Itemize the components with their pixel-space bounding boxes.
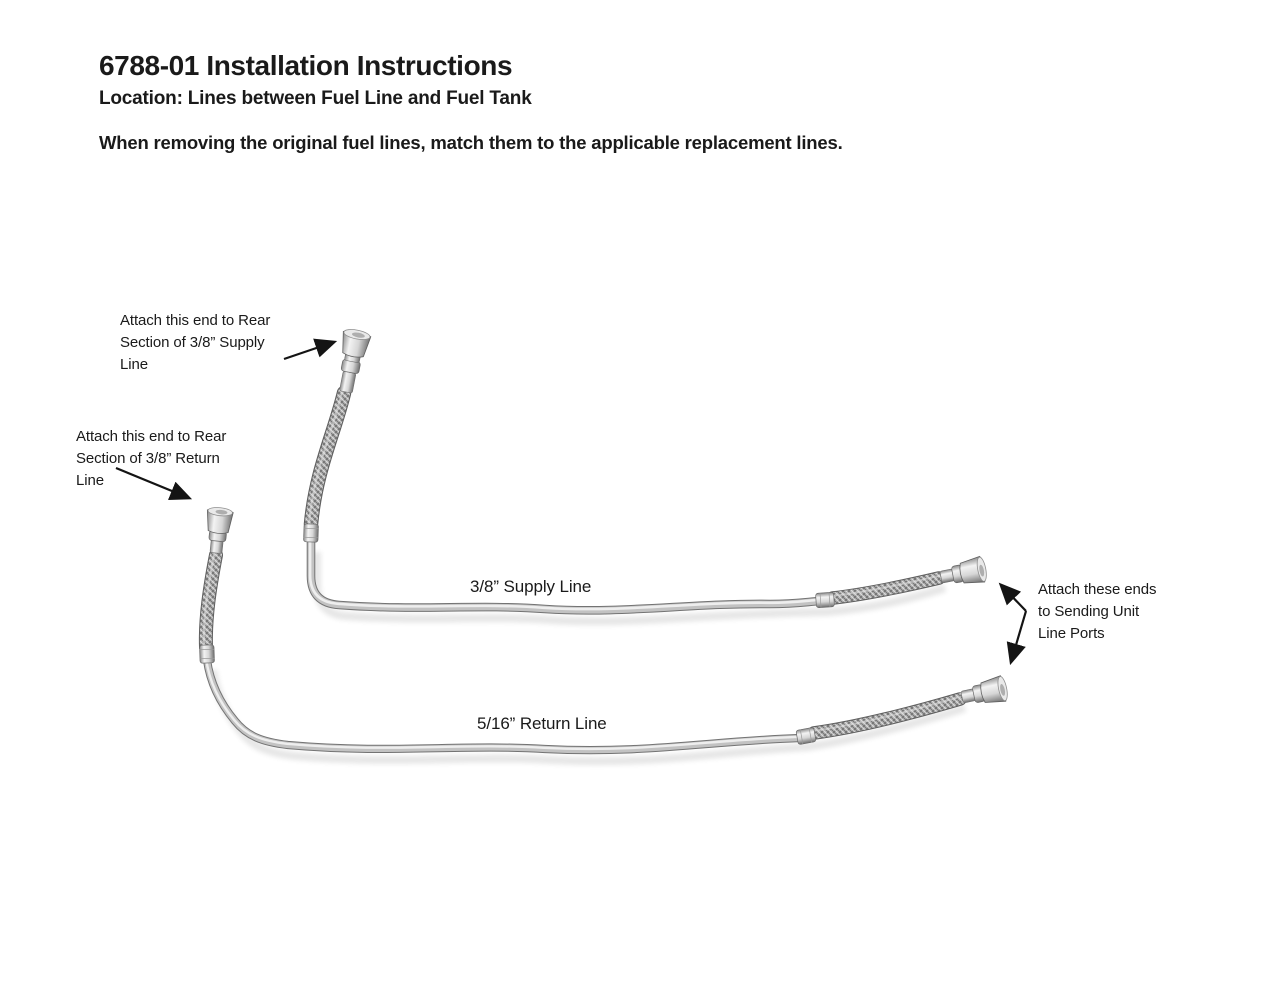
return-port-fitting <box>959 675 1009 710</box>
return-line-tube <box>206 659 800 750</box>
arrow-to-return-port-fitting <box>1011 611 1026 662</box>
arrow-to-supply-port-fitting <box>1001 585 1026 611</box>
supply-line-braided-upper <box>309 393 344 525</box>
annotation-sending-unit: Attach these ends to Sending Unit Line Ports <box>1038 581 1157 642</box>
return-rear-fitting <box>203 506 234 554</box>
page-title: 6788-01 Installation Instructions <box>99 50 513 81</box>
supply-ferrule-right <box>816 592 835 608</box>
page-subtitle: Location: Lines between Fuel Line and Fuel Tank <box>99 88 532 109</box>
annotation-return-end: Attach this end to Rear Section of 3/8” Return Line <box>76 428 227 489</box>
label-supply-line: 3/8” Supply Line <box>470 577 592 596</box>
label-return-line: 5/16” Return Line <box>477 714 607 733</box>
supply-port-fitting <box>939 556 989 590</box>
supply-ferrule-left <box>303 524 318 542</box>
supply-line <box>303 328 988 611</box>
instruction-text: When removing the original fuel lines, match them to the applicable replacement lines. <box>99 132 843 153</box>
return-line-braided-upper <box>204 555 216 648</box>
return-ferrule-left <box>199 645 214 663</box>
annotation-supply-end: Attach this end to Rear Section of 3/8” Supply Line <box>120 312 271 373</box>
supply-rear-fitting <box>332 328 371 395</box>
return-ferrule-right <box>796 727 816 744</box>
supply-line-tube <box>310 539 820 611</box>
